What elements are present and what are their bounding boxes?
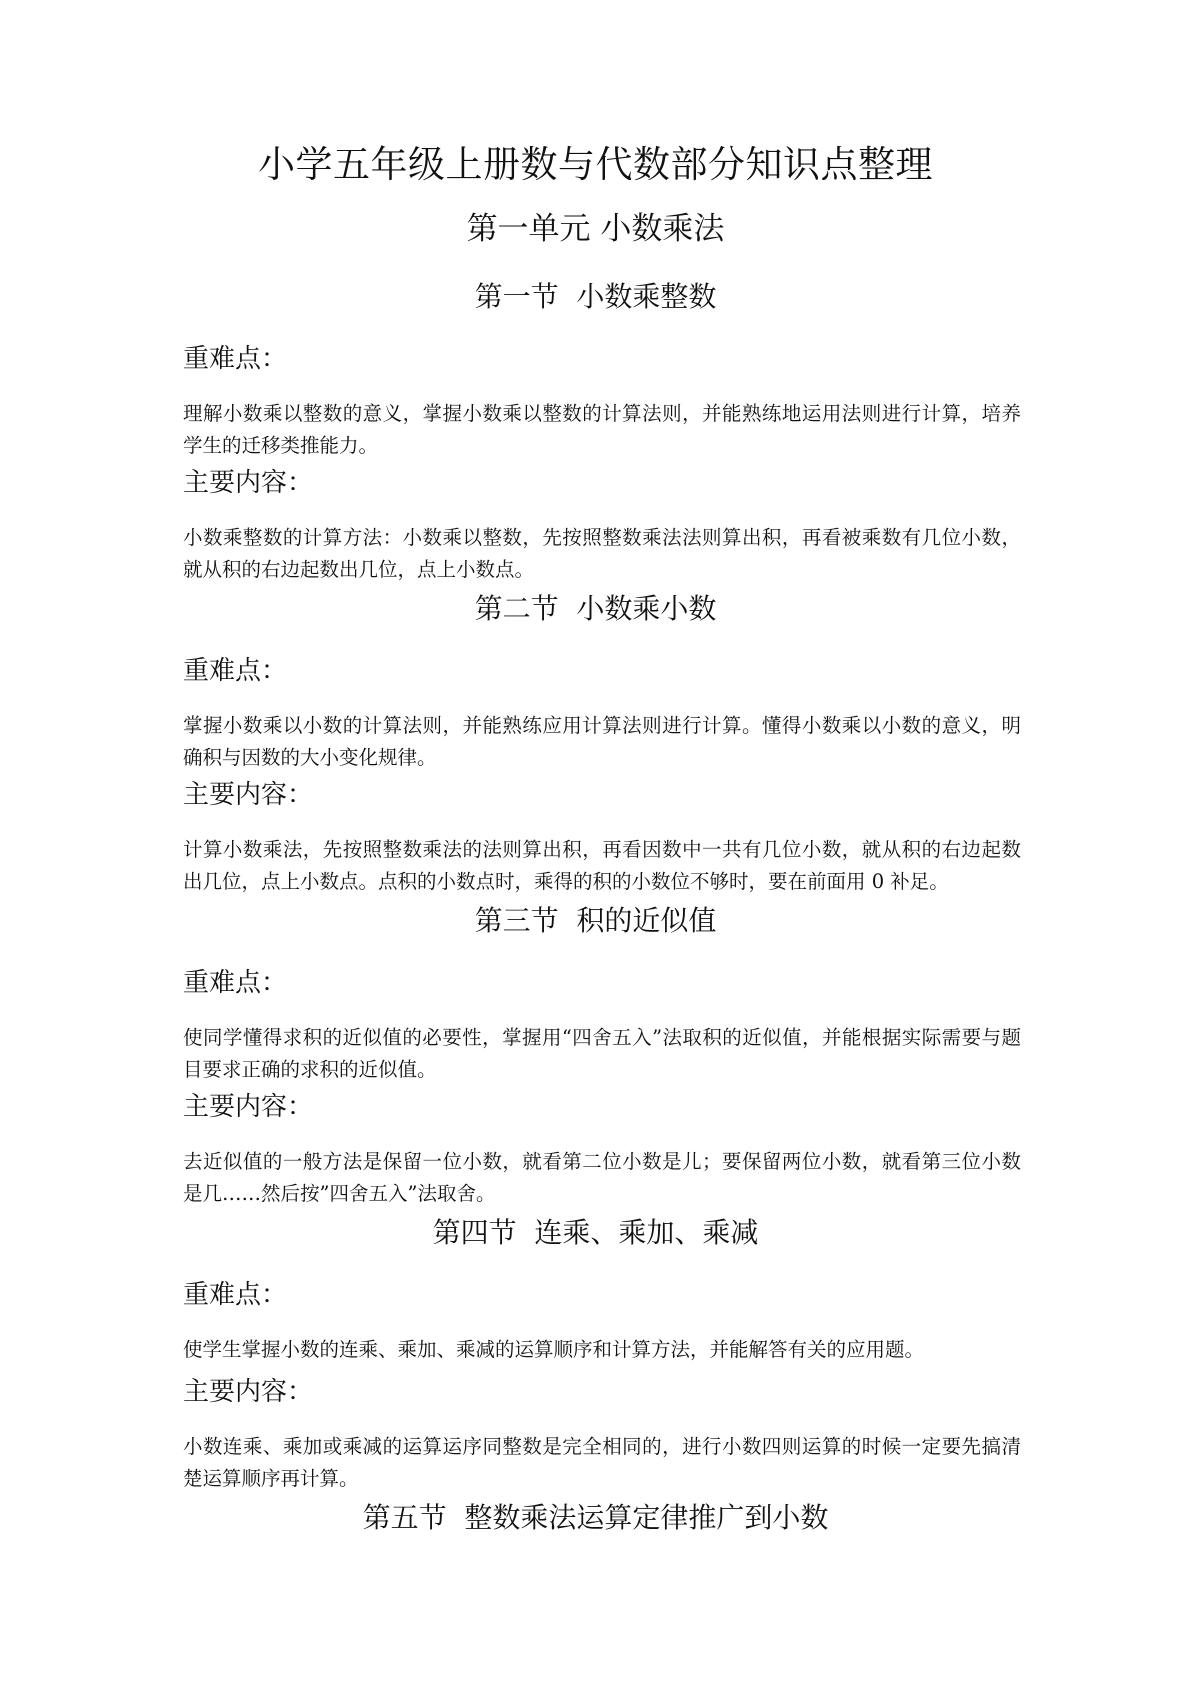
unit-title: 第一单元 小数乘法 <box>466 211 725 247</box>
key-points-label: 重难点： <box>183 1280 288 1310</box>
key-points-text: 理解小数乘以整数的意义，掌握小数乘以整数的计算法则，并能熟练地运用法则进行计算，培养学生的迁移类推能力。 <box>183 402 1021 457</box>
key-points-label: 重难点： <box>183 968 288 998</box>
main-content-label: 主要内容： <box>183 1377 314 1407</box>
document-title: 小学五年级上册数与代数部分知识点整理 <box>258 143 933 186</box>
main-content-label: 主要内容： <box>183 468 314 498</box>
section-heading: 第四节 连乘、乘加、乘减 <box>432 1216 759 1249</box>
main-content-text: 小数乘整数的计算方法：小数乘以整数，先按照整数乘法法则算出积，再看被乘数有几位小数，就从积的右边起数出几位，点上小数点。 <box>183 526 1021 581</box>
main-content-text: 小数连乘、乘加或乘减的运算运序同整数是完全相同的，进行小数四则运算的时候一定要先搞清楚运算顺序再计算。 <box>183 1435 1021 1490</box>
section-heading: 第五节 整数乘法运算定律推广到小数 <box>362 1501 829 1534</box>
main-content-text: 去近似值的一般方法是保留一位小数，就看第二位小数是儿；要保留两位小数，就看第三位小数是几……然后按”四舍五入”法取舍。 <box>183 1150 1021 1205</box>
key-points-text: 使同学懂得求积的近似值的必要性，掌握用“四舍五入”法取积的近似值，并能根据实际需要与题目要求正确的求积的近似值。 <box>183 1026 1021 1081</box>
key-points-label: 重难点： <box>183 656 288 686</box>
main-content-text: 计算小数乘法，先按照整数乘法的法则算出积，再看因数中一共有几位小数，就从积的右边起数出几位，点上小数点。点积的小数点时，乘得的积的小数位不够时，要在前面用 0 补足。 <box>183 838 1021 893</box>
key-points-text: 使学生掌握小数的连乘、乘加、乘减的运算顺序和计算方法，并能解答有关的应用题。 <box>183 1338 925 1361</box>
section-heading: 第二节 小数乘小数 <box>474 592 717 625</box>
section-heading: 第三节 积的近似值 <box>474 904 717 937</box>
key-points-label: 重难点： <box>183 344 288 374</box>
main-content-label: 主要内容： <box>183 780 314 810</box>
key-points-text: 掌握小数乘以小数的计算法则，并能熟练应用计算法则进行计算。懂得小数乘以小数的意义，明确积与因数的大小变化规律。 <box>183 714 1021 769</box>
section-heading: 第一节 小数乘整数 <box>474 280 717 313</box>
main-content-label: 主要内容： <box>183 1092 314 1122</box>
